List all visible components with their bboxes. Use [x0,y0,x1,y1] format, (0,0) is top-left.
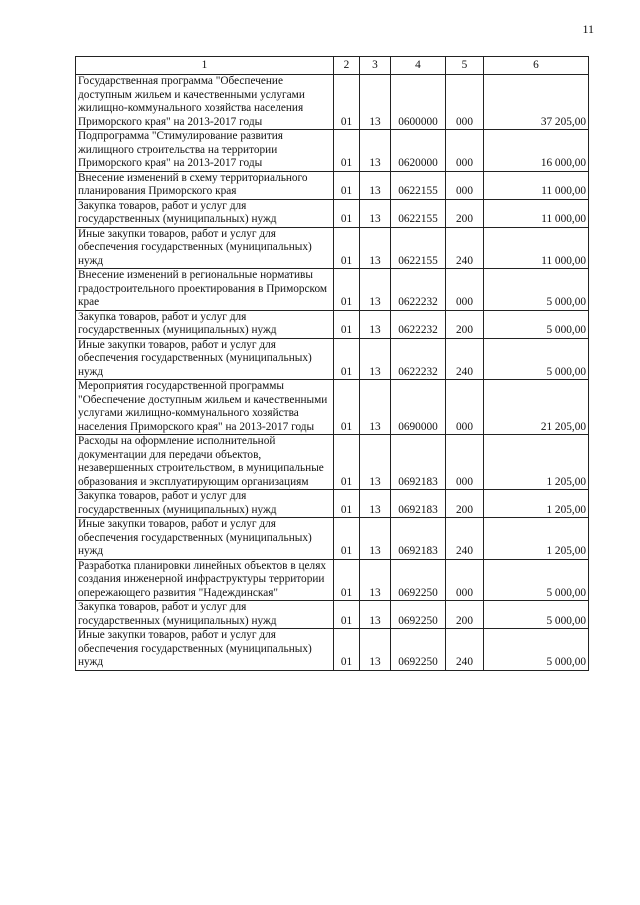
row-name: Иные закупки товаров, работ и услуг для обеспечения государственных (муниципальных) нужд [76,518,334,560]
budget-table [75,56,589,671]
row-expense-type: 240 [446,629,484,671]
row-target-article: 0692183 [391,490,446,518]
row-section: 13 [360,338,391,380]
row-sum: 1 205,00 [484,518,589,560]
row-target-article: 0622232 [391,338,446,380]
row-sum: 11 000,00 [484,171,589,199]
row-section: 13 [360,490,391,518]
header-col-4: 4 [391,57,446,75]
table-row [76,559,589,601]
row-name: Подпрограмма "Стимулирование развития жилищного строительства на территории Приморского края" на 2013-2017 годы [76,130,334,172]
table-row [76,75,589,130]
row-target-article: 0622232 [391,310,446,338]
table-row [76,338,589,380]
row-section: 13 [360,310,391,338]
row-target-article: 0692250 [391,601,446,629]
row-section: 13 [360,171,391,199]
table-row [76,629,589,671]
row-sum: 16 000,00 [484,130,589,172]
row-chapter: 01 [334,130,360,172]
table-row [76,490,589,518]
row-section: 13 [360,629,391,671]
row-target-article: 0622155 [391,227,446,269]
row-name: Закупка товаров, работ и услуг для государственных (муниципальных) нужд [76,310,334,338]
row-sum: 21 205,00 [484,380,589,435]
row-sum: 5 000,00 [484,310,589,338]
row-chapter: 01 [334,601,360,629]
row-sum: 1 205,00 [484,490,589,518]
row-section: 13 [360,435,391,490]
row-expense-type: 200 [446,310,484,338]
row-expense-type: 200 [446,490,484,518]
row-target-article: 0692183 [391,518,446,560]
header-row [76,57,589,75]
row-expense-type: 240 [446,338,484,380]
row-name: Государственная программа "Обеспечение доступным жильем и качественными услугами жилищно-коммунального хозяйства населения Приморского края" на 2013-2017 годы [76,75,334,130]
row-section: 13 [360,227,391,269]
row-chapter: 01 [334,171,360,199]
header-col-2: 2 [334,57,360,75]
table-row [76,435,589,490]
row-expense-type: 000 [446,559,484,601]
row-expense-type: 000 [446,171,484,199]
page-number: 11 [582,22,594,36]
row-sum: 5 000,00 [484,629,589,671]
row-name: Закупка товаров, работ и услуг для государственных (муниципальных) нужд [76,490,334,518]
table-row [76,380,589,435]
row-target-article: 0692183 [391,435,446,490]
row-expense-type: 200 [446,601,484,629]
row-name: Закупка товаров, работ и услуг для государственных (муниципальных) нужд [76,601,334,629]
row-sum: 37 205,00 [484,75,589,130]
row-chapter: 01 [334,310,360,338]
table-row [76,199,589,227]
row-name: Внесение изменений в региональные нормативы градостроительного проектирования в Приморском крае [76,269,334,311]
row-sum: 11 000,00 [484,227,589,269]
row-target-article: 0692250 [391,559,446,601]
row-chapter: 01 [334,559,360,601]
row-target-article: 0692250 [391,629,446,671]
row-expense-type: 000 [446,269,484,311]
row-name: Мероприятия государственной программы "Обеспечение доступным жильем и качественными услугами жилищно-коммунального хозяйства населения Приморского края" на 2013-2017 годы [76,380,334,435]
row-chapter: 01 [334,75,360,130]
table-row [76,518,589,560]
row-section: 13 [360,518,391,560]
table-row [76,269,589,311]
row-chapter: 01 [334,435,360,490]
row-name: Расходы на оформление исполнительной документации для передачи объектов, незавершенных строительством, в муниципальные образования и эксплуатирующим организациям [76,435,334,490]
row-sum: 5 000,00 [484,559,589,601]
row-expense-type: 000 [446,435,484,490]
row-sum: 5 000,00 [484,338,589,380]
row-sum: 1 205,00 [484,435,589,490]
row-expense-type: 240 [446,518,484,560]
row-expense-type: 200 [446,199,484,227]
row-chapter: 01 [334,380,360,435]
row-section: 13 [360,75,391,130]
row-chapter: 01 [334,338,360,380]
table-row [76,130,589,172]
row-chapter: 01 [334,199,360,227]
row-name: Иные закупки товаров, работ и услуг для обеспечения государственных (муниципальных) нужд [76,227,334,269]
table-row [76,227,589,269]
row-section: 13 [360,380,391,435]
row-target-article: 0622155 [391,199,446,227]
table-row [76,601,589,629]
row-target-article: 0690000 [391,380,446,435]
row-expense-type: 000 [446,75,484,130]
row-chapter: 01 [334,227,360,269]
row-name: Иные закупки товаров, работ и услуг для обеспечения государственных (муниципальных) нужд [76,629,334,671]
row-section: 13 [360,559,391,601]
header-col-3: 3 [360,57,391,75]
row-section: 13 [360,130,391,172]
row-target-article: 0620000 [391,130,446,172]
row-target-article: 0622155 [391,171,446,199]
row-name: Иные закупки товаров, работ и услуг для обеспечения государственных (муниципальных) нужд [76,338,334,380]
row-chapter: 01 [334,518,360,560]
header-col-5: 5 [446,57,484,75]
row-expense-type: 240 [446,227,484,269]
row-sum: 5 000,00 [484,601,589,629]
table-row [76,310,589,338]
header-col-6: 6 [484,57,589,75]
header-col-1: 1 [76,57,334,75]
row-name: Закупка товаров, работ и услуг для государственных (муниципальных) нужд [76,199,334,227]
row-name: Разработка планировки линейных объектов в целях создания инженерной инфраструктуры территории опережающего развития "Надеждинская" [76,559,334,601]
row-chapter: 01 [334,269,360,311]
row-section: 13 [360,199,391,227]
row-expense-type: 000 [446,130,484,172]
row-section: 13 [360,601,391,629]
row-target-article: 0622232 [391,269,446,311]
row-expense-type: 000 [446,380,484,435]
row-name: Внесение изменений в схему территориального планирования Приморского края [76,171,334,199]
row-target-article: 0600000 [391,75,446,130]
table-row [76,171,589,199]
row-chapter: 01 [334,629,360,671]
row-section: 13 [360,269,391,311]
row-sum: 5 000,00 [484,269,589,311]
row-chapter: 01 [334,490,360,518]
row-sum: 11 000,00 [484,199,589,227]
